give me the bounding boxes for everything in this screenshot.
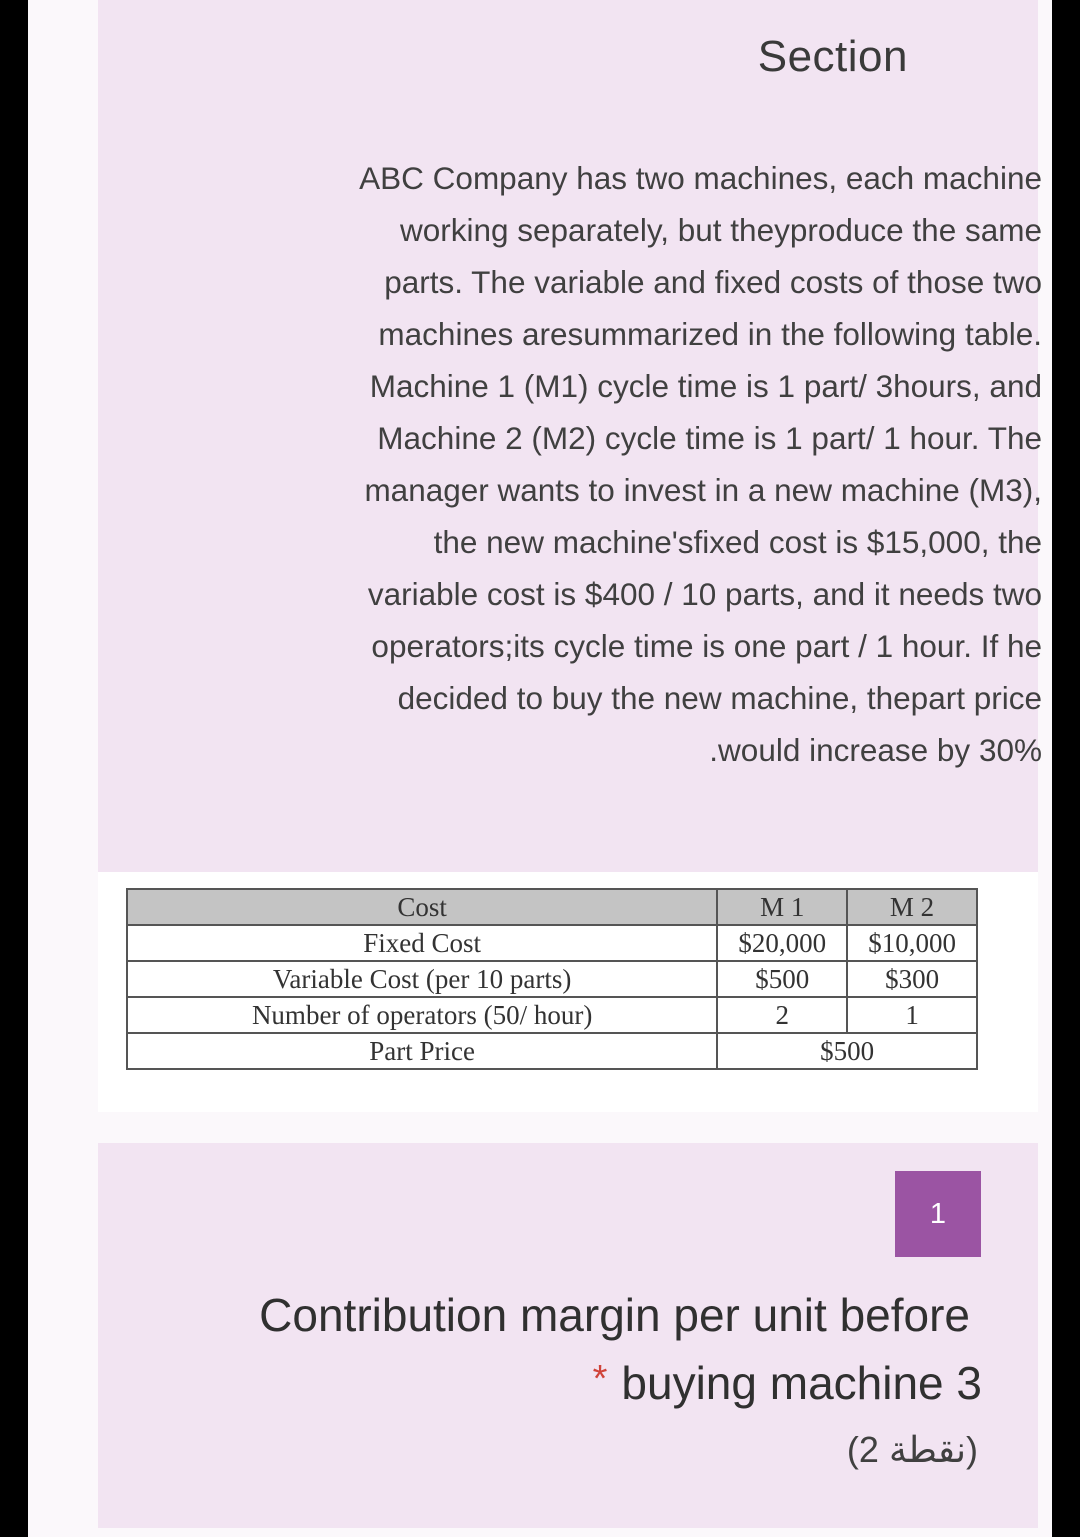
row-m2-value: $300 (847, 961, 977, 997)
description-line: working separately, but theyproduce the same (399, 212, 1042, 248)
question-text-line: buying machine 3 (621, 1357, 982, 1409)
question-title (182, 1283, 982, 1415)
question-points: (2 نقطة) (846, 1429, 978, 1470)
description-line: .would increase by 30% (709, 732, 1042, 768)
cost-table (126, 888, 978, 1070)
row-label: Fixed Cost (127, 925, 717, 961)
row-m1-value: $500 (717, 961, 847, 997)
table-row (127, 1033, 977, 1069)
description-line: the new machine'sfixed cost is $15,000, the (433, 524, 1042, 560)
form-page (28, 0, 1052, 1537)
description-line: decided to buy the new machine, thepart price (397, 680, 1042, 716)
description-line: parts. The variable and fixed costs of those two (384, 264, 1042, 300)
table-row (127, 925, 977, 961)
description-line: manager wants to invest in a new machine (M3), (364, 472, 1042, 508)
question-text-line-2 (182, 1347, 982, 1415)
required-asterisk: * (592, 1358, 608, 1400)
description-line: machines aresummarized in the following table. (378, 316, 1042, 352)
question-number-badge: 1 (895, 1171, 981, 1257)
table-row (127, 961, 977, 997)
table-row (127, 997, 977, 1033)
row-m2-value: $10,000 (847, 925, 977, 961)
row-label: Number of operators (50/ hour) (127, 997, 717, 1033)
description-line: operators;its cycle time is one part / 1 hour. If he (371, 628, 1042, 664)
section-description (238, 152, 1042, 776)
row-m2-value: 1 (847, 997, 977, 1033)
header-m1: M 1 (717, 889, 847, 925)
description-line: Machine 2 (M2) cycle time is 1 part/ 1 hour. The (377, 420, 1042, 456)
table-header-row (127, 889, 977, 925)
question-card[interactable] (98, 1143, 1038, 1528)
row-label: Variable Cost (per 10 parts) (127, 961, 717, 997)
description-line: variable cost is $400 / 10 parts, and it needs two (367, 576, 1042, 612)
row-label: Part Price (127, 1033, 717, 1069)
part-price-value: $500 (717, 1033, 977, 1069)
question-text-line: Contribution margin per unit before (259, 1289, 970, 1341)
description-line: Machine 1 (M1) cycle time is 1 part/ 3hours, and (369, 368, 1042, 404)
row-m1-value: $20,000 (717, 925, 847, 961)
header-m2: M 2 (847, 889, 977, 925)
section-title: Section (757, 32, 908, 81)
description-line: ABC Company has two machines, each machine (359, 160, 1042, 196)
cost-table-image (98, 872, 1038, 1112)
row-m1-value: 2 (717, 997, 847, 1033)
header-cost: Cost (127, 889, 717, 925)
